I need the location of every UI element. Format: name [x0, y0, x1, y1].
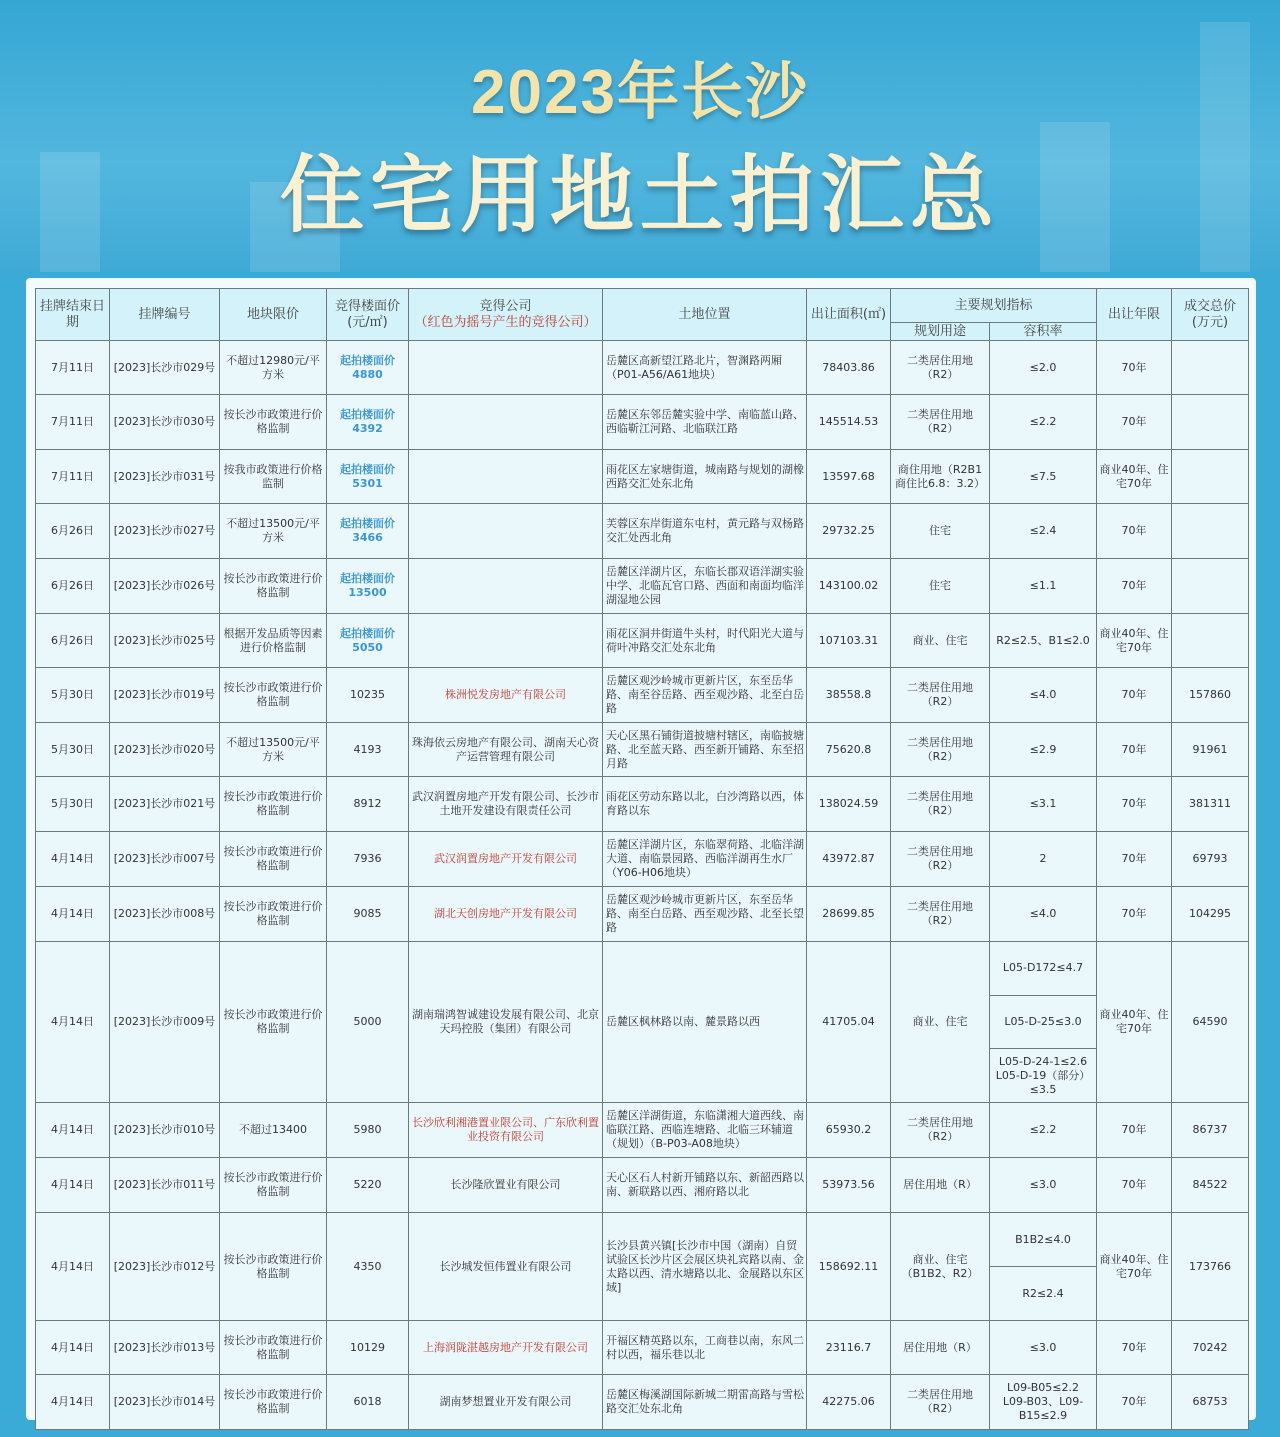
far-value: L05-D-25≤3.0 — [990, 995, 1096, 1049]
cell-far — [990, 614, 1097, 668]
cell-company: 珠海依云房地产有限公司、湖南天心资产运营管理有限公司 — [409, 723, 603, 777]
far-values — [990, 1321, 1096, 1374]
cell-company: 湖南瑞鸿智诚建设发展有限公司、北京天玛控股（集团）有限公司 — [409, 942, 603, 1103]
cell-date: 7月11日 — [36, 450, 110, 504]
header-company-label: 竞得公司 — [479, 298, 532, 314]
cell-limit: 按长沙市政策进行价格监制 — [220, 887, 327, 942]
cell-term: 70年 — [1097, 504, 1172, 559]
cell-date: 6月26日 — [36, 614, 110, 668]
table-row — [36, 1158, 1249, 1213]
cell-code: [2023]长沙市019号 — [110, 668, 220, 723]
cell-use: 住宅 — [891, 559, 990, 614]
far-value: ≤2.0 — [1029, 360, 1057, 374]
cell-code: [2023]长沙市029号 — [110, 341, 220, 395]
cell-date: 5月30日 — [36, 668, 110, 723]
header-company-note: （红色为摇号产生的竞得公司） — [414, 314, 597, 330]
far-value: B1B2≤4.0 — [1015, 1232, 1071, 1246]
cell-company: 株洲悦发房地产有限公司 — [409, 668, 603, 723]
start-price-label: 起拍楼面价 — [340, 626, 395, 640]
cell-limit: 按长沙市政策进行价格监制 — [220, 1158, 327, 1213]
cell-use: 二类居住用地（R2） — [891, 1103, 990, 1158]
start-price-label: 起拍楼面价 — [340, 572, 395, 585]
cell-total: 157860 — [1172, 668, 1249, 723]
table-row — [36, 450, 1249, 504]
table-row — [36, 1321, 1249, 1375]
cell-location: 开福区精英路以东，工商巷以南，东风二村以西，福乐巷以北 — [603, 1321, 807, 1375]
far-values — [990, 942, 1096, 1102]
cell-area: 158692.11 — [807, 1213, 891, 1321]
far-values — [990, 887, 1096, 941]
cell-code: [2023]长沙市013号 — [110, 1321, 220, 1375]
cell-area: 145514.53 — [807, 395, 891, 450]
cell-date: 4月14日 — [36, 1103, 110, 1158]
cell-area: 13597.68 — [807, 450, 891, 504]
header-use: 规划用途 — [891, 323, 990, 341]
start-price-label: 起拍楼面价 — [340, 353, 395, 367]
far-values — [990, 1103, 1096, 1157]
cell-total — [1172, 450, 1249, 504]
table-row — [36, 395, 1249, 450]
start-price-value: 4392 — [352, 422, 383, 435]
far-value: L05-D-24-1≤2.6 L05-D-19（部分）≤3.5 — [990, 1048, 1096, 1102]
start-price-value: 4880 — [352, 367, 383, 381]
cell-total: 69793 — [1172, 832, 1249, 887]
cell-price — [327, 341, 409, 395]
cell-location: 雨花区劳动东路以北，白沙湾路以西，体育路以东 — [603, 777, 807, 832]
cell-limit: 按长沙市政策进行价格监制 — [220, 777, 327, 832]
cell-area: 41705.04 — [807, 942, 891, 1103]
cell-code: [2023]长沙市021号 — [110, 777, 220, 832]
start-price-value: 5301 — [352, 476, 383, 490]
cell-price: 10235 — [327, 668, 409, 723]
far-values — [990, 832, 1096, 886]
cell-use: 二类居住用地（R2） — [891, 395, 990, 450]
cell-term: 70年 — [1097, 1158, 1172, 1213]
cell-use: 二类居住用地（R2） — [891, 341, 990, 395]
far-value: ≤3.1 — [1029, 797, 1057, 810]
cell-term: 商业40年、住宅70年 — [1097, 450, 1172, 504]
cell-company: 武汉润置房地产开发有限公司、长沙市土地开发建设有限责任公司 — [409, 777, 603, 832]
cell-company — [409, 559, 603, 614]
far-value: ≤2.2 — [1029, 1123, 1057, 1136]
cell-term: 商业40年、住宅70年 — [1097, 1213, 1172, 1321]
start-price-label: 起拍楼面价 — [340, 408, 395, 421]
cell-date: 4月14日 — [36, 1375, 110, 1430]
cell-total — [1172, 504, 1249, 559]
cell-total — [1172, 614, 1249, 668]
far-value: ≤3.0 — [1029, 1340, 1057, 1354]
cell-use: 商业、住宅 — [891, 614, 990, 668]
header-far: 容积率 — [990, 323, 1097, 341]
cell-code: [2023]长沙市027号 — [110, 504, 220, 559]
cell-limit: 不超过13500元/平方米 — [220, 723, 327, 777]
cell-use: 居住用地（R） — [891, 1158, 990, 1213]
cell-price — [327, 614, 409, 668]
cell-area: 38558.8 — [807, 668, 891, 723]
header-total-label: 成交总价 — [1183, 298, 1236, 314]
cell-term: 商业40年、住宅70年 — [1097, 614, 1172, 668]
cell-far — [990, 723, 1097, 777]
cell-total: 84522 — [1172, 1158, 1249, 1213]
land-auction-table — [35, 288, 1249, 1430]
cell-price: 8912 — [327, 777, 409, 832]
cell-term: 70年 — [1097, 395, 1172, 450]
table-row — [36, 942, 1249, 1103]
cell-limit: 按长沙市政策进行价格监制 — [220, 1321, 327, 1375]
cell-far — [990, 1158, 1097, 1213]
cell-company — [409, 395, 603, 450]
cell-company — [409, 450, 603, 504]
cell-far — [990, 1103, 1097, 1158]
cell-date: 4月14日 — [36, 887, 110, 942]
header-area: 出让面积(㎡) — [807, 289, 891, 341]
start-price-label: 起拍楼面价 — [340, 462, 395, 476]
cell-date: 4月14日 — [36, 1321, 110, 1375]
cell-limit: 不超过12980元/平方米 — [220, 341, 327, 395]
cell-code: [2023]长沙市012号 — [110, 1213, 220, 1321]
far-value: ≤2.2 — [1029, 415, 1057, 428]
cell-use: 二类居住用地（R2） — [891, 777, 990, 832]
cell-total: 104295 — [1172, 887, 1249, 942]
cell-company: 长沙隆欣置业有限公司 — [409, 1158, 603, 1213]
cell-date: 7月11日 — [36, 341, 110, 395]
cell-company — [409, 614, 603, 668]
cell-date: 5月30日 — [36, 777, 110, 832]
cell-location: 岳麓区洋湖街道，东临潇湘大道西线、南临联江路、西临连塘路、北临三环辅道（规划）（B-P03-A08地块） — [603, 1103, 807, 1158]
cell-code: [2023]长沙市026号 — [110, 559, 220, 614]
cell-limit: 不超过13400 — [220, 1103, 327, 1158]
cell-company — [409, 504, 603, 559]
cell-total: 68753 — [1172, 1375, 1249, 1430]
cell-use: 二类居住用地（R2） — [891, 723, 990, 777]
header-total — [1172, 289, 1249, 341]
cell-area: 53973.56 — [807, 1158, 891, 1213]
cell-far — [990, 504, 1097, 559]
cell-use: 居住用地（R） — [891, 1321, 990, 1375]
cell-far — [990, 341, 1097, 395]
cell-use: 商业、住宅 — [891, 942, 990, 1103]
cell-price — [327, 395, 409, 450]
table-row — [36, 668, 1249, 723]
far-value: ≤2.9 — [1029, 742, 1057, 756]
table-row — [36, 777, 1249, 832]
cell-total: 173766 — [1172, 1213, 1249, 1321]
cell-term: 70年 — [1097, 887, 1172, 942]
cell-far — [990, 395, 1097, 450]
far-value: ≤4.0 — [1029, 688, 1057, 701]
cell-location: 长沙县黄兴镇[长沙市中国（湖南）自贸试验区长沙片区会展区块礼宾路以南、金太路以西、清水塘路以北、金展路以东区域] — [603, 1213, 807, 1321]
cell-area: 75620.8 — [807, 723, 891, 777]
header-banner — [0, 0, 1280, 272]
cell-total: 381311 — [1172, 777, 1249, 832]
cell-total — [1172, 559, 1249, 614]
far-value: R2≤2.5、B1≤2.0 — [996, 633, 1090, 647]
table-row — [36, 1103, 1249, 1158]
cell-date: 4月14日 — [36, 832, 110, 887]
cell-term: 70年 — [1097, 1103, 1172, 1158]
cell-code: [2023]长沙市009号 — [110, 942, 220, 1103]
cell-limit: 根据开发品质等因素进行价格监制 — [220, 614, 327, 668]
cell-use: 住宅 — [891, 504, 990, 559]
start-price-value: 13500 — [348, 586, 387, 599]
cell-location: 岳麓区洋湖片区，东临翠荷路、北临洋湖大道、南临景园路、西临洋湖再生水厂（Y06-H06地块） — [603, 832, 807, 887]
cell-use: 二类居住用地（R2） — [891, 887, 990, 942]
cell-date: 6月26日 — [36, 504, 110, 559]
cell-area: 107103.31 — [807, 614, 891, 668]
cell-price: 4350 — [327, 1213, 409, 1321]
cell-limit: 按我市政策进行价格监制 — [220, 450, 327, 504]
cell-location: 天心区黑石铺街道披塘村辖区，南临披塘路、北至蓝天路、西至新开铺路、东至招月路 — [603, 723, 807, 777]
cell-code: [2023]长沙市025号 — [110, 614, 220, 668]
cell-far — [990, 832, 1097, 887]
far-values — [990, 777, 1096, 831]
cell-term: 70年 — [1097, 1375, 1172, 1430]
table-row — [36, 1213, 1249, 1321]
cell-limit: 按长沙市政策进行价格监制 — [220, 832, 327, 887]
table-row — [36, 1375, 1249, 1430]
cell-price: 7936 — [327, 832, 409, 887]
cell-code: [2023]长沙市030号 — [110, 395, 220, 450]
table-row — [36, 341, 1249, 395]
cell-limit: 按长沙市政策进行价格监制 — [220, 668, 327, 723]
cell-total — [1172, 395, 1249, 450]
cell-location: 岳麓区枫林路以南、麓景路以西 — [603, 942, 807, 1103]
cell-limit: 按长沙市政策进行价格监制 — [220, 395, 327, 450]
cell-location: 岳麓区洋湖片区，东临长郡双语洋湖实验中学、北临瓦官口路、西面和南面均临洋湖湿地公园 — [603, 559, 807, 614]
cell-date: 4月14日 — [36, 1213, 110, 1321]
cell-area: 65930.2 — [807, 1103, 891, 1158]
cell-date: 7月11日 — [36, 395, 110, 450]
far-value: ≤1.1 — [1029, 579, 1057, 592]
far-values — [990, 1158, 1096, 1212]
cell-date: 5月30日 — [36, 723, 110, 777]
cell-limit: 按长沙市政策进行价格监制 — [220, 942, 327, 1103]
cell-price: 4193 — [327, 723, 409, 777]
cell-code: [2023]长沙市031号 — [110, 450, 220, 504]
cell-code: [2023]长沙市007号 — [110, 832, 220, 887]
cell-far — [990, 450, 1097, 504]
start-price-value: 5050 — [352, 640, 383, 654]
cell-location: 雨花区左家塘街道，城南路与规划的湖橡西路交汇处东北角 — [603, 450, 807, 504]
cell-code: [2023]长沙市020号 — [110, 723, 220, 777]
cell-use: 商业、住宅（B1B2、R2） — [891, 1213, 990, 1321]
page-title: 住宅用地土拍汇总 — [279, 148, 1000, 242]
cell-price: 10129 — [327, 1321, 409, 1375]
header-price-label: 竞得楼面价 — [334, 298, 400, 314]
cell-term: 70年 — [1097, 341, 1172, 395]
cell-company — [409, 341, 603, 395]
cell-limit: 按长沙市政策进行价格监制 — [220, 559, 327, 614]
start-price-label: 起拍楼面价 — [340, 517, 395, 530]
cell-price: 6018 — [327, 1375, 409, 1430]
cell-price — [327, 504, 409, 559]
cell-use: 二类居住用地（R2） — [891, 1375, 990, 1430]
cell-date: 4月14日 — [36, 1158, 110, 1213]
title-year-city: 2023年长沙 — [471, 58, 809, 127]
far-value: ≤4.0 — [1029, 907, 1057, 920]
cell-use: 二类居住用地（R2） — [891, 832, 990, 887]
cell-area: 138024.59 — [807, 777, 891, 832]
header-term: 出让年限 — [1097, 289, 1172, 341]
cell-term: 70年 — [1097, 1321, 1172, 1375]
table-row — [36, 832, 1249, 887]
cell-total — [1172, 341, 1249, 395]
cell-location: 岳麓区观沙岭城市更新片区，东至岳华路、南至白岳路、西至观沙路、北至长望路 — [603, 887, 807, 942]
far-value: L09-B05≤2.2 L09-B03、L09-B15≤2.9 — [1002, 1381, 1084, 1422]
header-date: 挂牌结束日期 — [36, 289, 110, 341]
far-value: L05-D172≤4.7 — [1002, 961, 1084, 975]
cell-term: 70年 — [1097, 559, 1172, 614]
far-values — [990, 723, 1096, 776]
header-price-unit: (元/㎡) — [347, 314, 388, 330]
cell-term: 70年 — [1097, 832, 1172, 887]
cell-location: 岳麓区观沙岭城市更新片区，东至岳华路、南至谷岳路、西至观沙路、北至白岳路 — [603, 668, 807, 723]
table-row — [36, 723, 1249, 777]
cell-far — [990, 1321, 1097, 1375]
table-row — [36, 887, 1249, 942]
cell-company: 湖南梦想置业开发有限公司 — [409, 1375, 603, 1430]
cell-price: 5220 — [327, 1158, 409, 1213]
header-limit: 地块限价 — [220, 289, 327, 341]
cell-price — [327, 450, 409, 504]
header-price — [327, 289, 409, 341]
cell-code: [2023]长沙市011号 — [110, 1158, 220, 1213]
cell-area: 28699.85 — [807, 887, 891, 942]
far-values — [990, 614, 1096, 667]
cell-far — [990, 668, 1097, 723]
cell-far — [990, 1375, 1097, 1430]
header-location: 土地位置 — [603, 289, 807, 341]
cell-far — [990, 942, 1097, 1103]
far-values — [990, 395, 1096, 449]
cell-far — [990, 559, 1097, 614]
cell-limit: 按长沙市政策进行价格监制 — [220, 1375, 327, 1430]
cell-date: 4月14日 — [36, 942, 110, 1103]
far-values — [990, 341, 1096, 394]
cell-total: 91961 — [1172, 723, 1249, 777]
cell-use: 二类居住用地（R2） — [891, 668, 990, 723]
far-value: ≤7.5 — [1029, 469, 1057, 483]
far-values — [990, 504, 1096, 558]
cell-area: 23116.7 — [807, 1321, 891, 1375]
cell-total: 86737 — [1172, 1103, 1249, 1158]
far-values — [990, 1375, 1096, 1429]
cell-limit: 不超过13500元/平方米 — [220, 504, 327, 559]
cell-use: 商住用地（R2B1 商住比6.8：3.2） — [891, 450, 990, 504]
cell-company: 湖北天创房地产开发有限公司 — [409, 887, 603, 942]
cell-term: 商业40年、住宅70年 — [1097, 942, 1172, 1103]
cell-term: 70年 — [1097, 777, 1172, 832]
far-value: ≤2.4 — [1029, 524, 1057, 537]
cell-company: 长沙欣利湘港置业限公司、广东欣利置业投资有限公司 — [409, 1103, 603, 1158]
cell-area: 43972.87 — [807, 832, 891, 887]
cell-location: 岳麓区高新望江路北片，智渊路两厢（P01-A56/A61地块） — [603, 341, 807, 395]
cell-location: 天心区石人村新开铺路以东、新韶西路以南、新联路以西、湘府路以北 — [603, 1158, 807, 1213]
far-value: ≤3.0 — [1029, 1178, 1057, 1191]
far-values — [990, 450, 1096, 503]
cell-area: 42275.06 — [807, 1375, 891, 1430]
cell-term: 70年 — [1097, 668, 1172, 723]
cell-location: 岳麓区东邻岳麓实验中学、南临蓝山路、西临靳江河路、北临联江路 — [603, 395, 807, 450]
cell-price: 5980 — [327, 1103, 409, 1158]
far-values — [990, 668, 1096, 722]
start-price-value: 3466 — [352, 531, 383, 544]
far-values — [990, 559, 1096, 613]
header-total-unit: (万元) — [1191, 314, 1229, 330]
cell-company: 武汉润置房地产开发有限公司 — [409, 832, 603, 887]
header-planning: 主要规划指标 — [891, 289, 1097, 323]
cell-far — [990, 777, 1097, 832]
cell-total: 64590 — [1172, 942, 1249, 1103]
far-value: 2 — [1039, 852, 1047, 865]
cell-far — [990, 1213, 1097, 1321]
cell-price: 9085 — [327, 887, 409, 942]
cell-location: 雨花区洞井街道牛头村，时代阳光大道与荷叶冲路交汇处东北角 — [603, 614, 807, 668]
header-company — [409, 289, 603, 341]
cell-area: 29732.25 — [807, 504, 891, 559]
cell-limit: 按长沙市政策进行价格监制 — [220, 1213, 327, 1321]
cell-total: 70242 — [1172, 1321, 1249, 1375]
cell-far — [990, 887, 1097, 942]
far-values — [990, 1213, 1096, 1320]
table-row — [36, 559, 1249, 614]
table-row — [36, 614, 1249, 668]
cell-area: 78403.86 — [807, 341, 891, 395]
cell-company: 长沙城发恒伟置业有限公司 — [409, 1213, 603, 1321]
header-code: 挂牌编号 — [110, 289, 220, 341]
table-row — [36, 504, 1249, 559]
cell-company: 上海润陇湛越房地产开发有限公司 — [409, 1321, 603, 1375]
cell-code: [2023]长沙市010号 — [110, 1103, 220, 1158]
cell-date: 6月26日 — [36, 559, 110, 614]
cell-location: 岳麓区梅溪湖国际新城二期雷高路与雪松路交汇处东北角 — [603, 1375, 807, 1430]
cell-code: [2023]长沙市014号 — [110, 1375, 220, 1430]
cell-area: 143100.02 — [807, 559, 891, 614]
cell-price — [327, 559, 409, 614]
far-value: R2≤2.4 — [990, 1266, 1096, 1320]
cell-price: 5000 — [327, 942, 409, 1103]
cell-location: 芙蓉区东岸街道东屯村，黄元路与双杨路交汇处西北角 — [603, 504, 807, 559]
cell-code: [2023]长沙市008号 — [110, 887, 220, 942]
cell-term: 70年 — [1097, 723, 1172, 777]
